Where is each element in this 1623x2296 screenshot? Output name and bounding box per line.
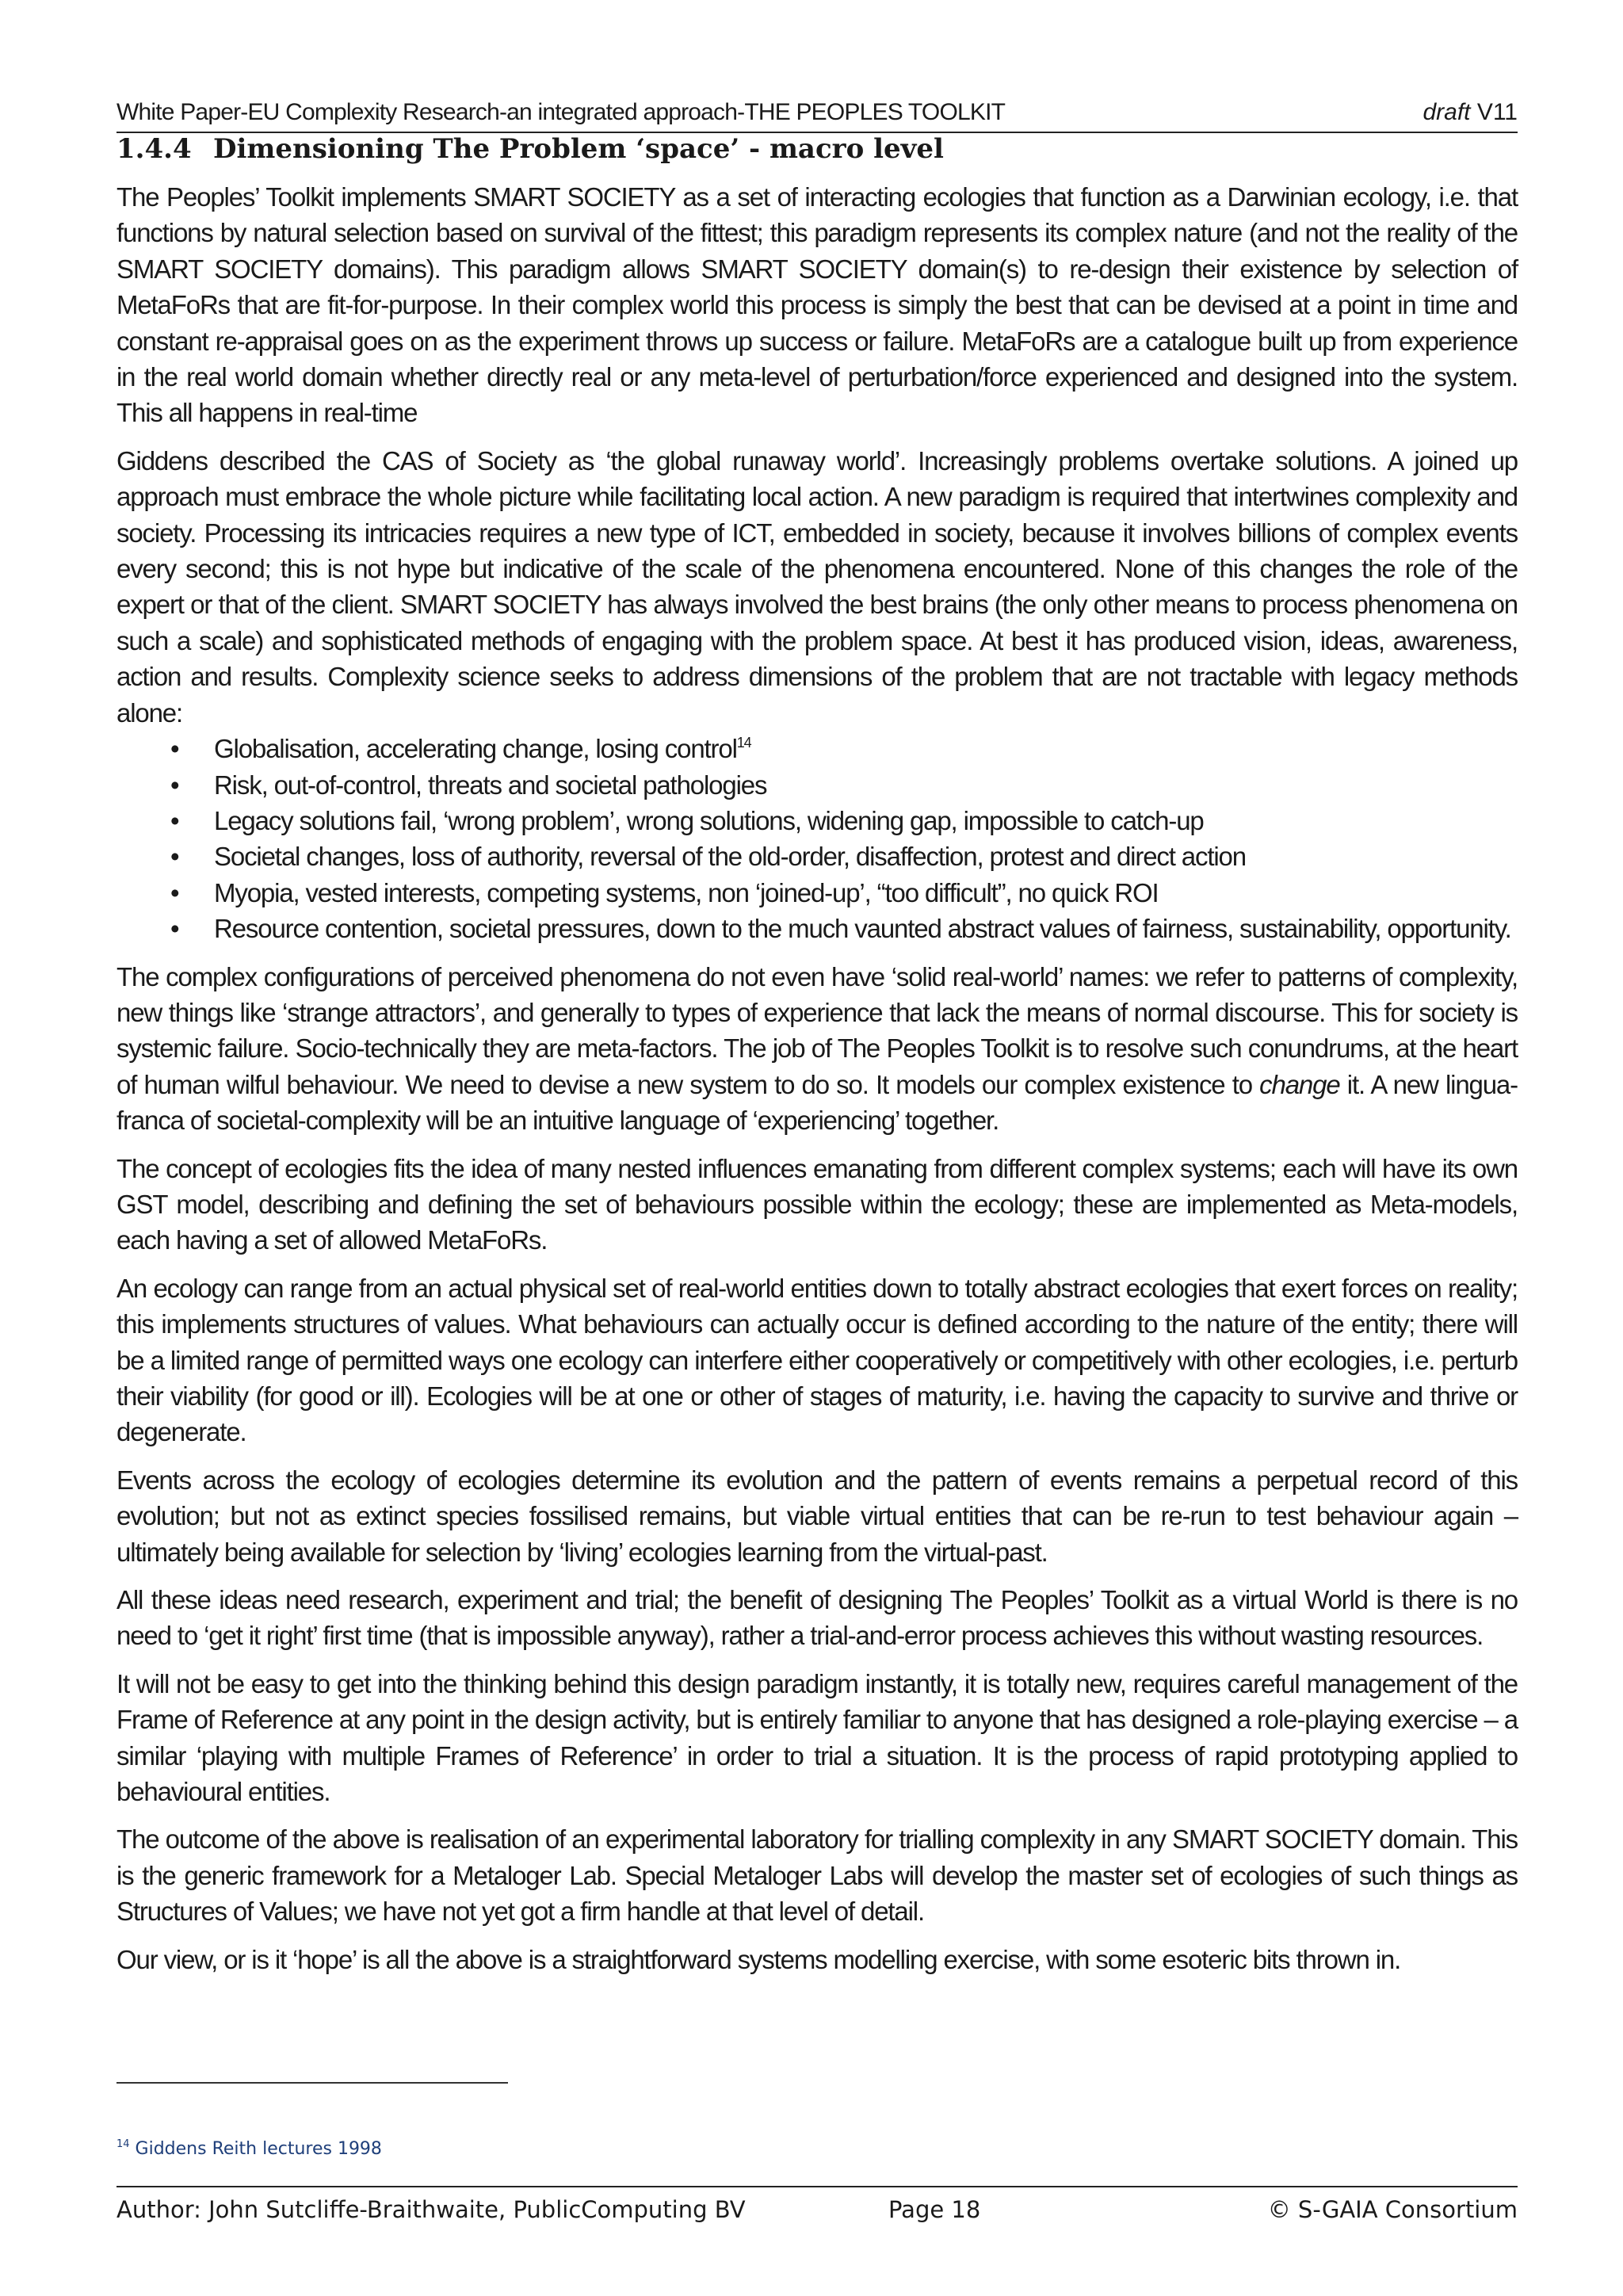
page-footer	[116, 2186, 1518, 2225]
paragraph: All these ideas need research, experiment and trial; the benefit of designing The Peoples’ Toolkit as a virtual World is there is no need to ‘get it right’ first time (that is impossible anyway), rather a trial-and-error process achieves this without wasting resources.	[116, 1585, 1518, 1651]
bullet-icon: •	[170, 842, 179, 872]
draft-version	[1423, 97, 1518, 128]
list-item	[116, 767, 1518, 803]
list-item-text: Societal changes, loss of authority, reversal of the old-order, disaffection, protest and direct action	[214, 842, 1246, 872]
page-number: Page 18	[888, 2196, 981, 2223]
list-item-text: Risk, out-of-control, threats and societal pathologies	[214, 770, 767, 800]
bullet-icon: •	[170, 914, 179, 944]
page-header	[116, 97, 1518, 133]
list-item-text: Myopia, vested interests, competing systems, non ‘joined-up’, “too difficult”, no quick ROI	[214, 877, 1159, 907]
paragraph: An ecology can range from an actual physical set of real-world entities down to totally abstract ecologies that exert forces on reality; this implements structures of values. What behaviours can actually occur is defined according to the nature of the entity; there will be a limited range of permitted ways one ecology can interfere either cooperatively or competitively with other ecologies, i.e. perturb their viability (for good or ill). Ecologies will be at one or other of stages of maturity, i.e. having the capacity to survive and thrive or degenerate.	[116, 1273, 1518, 1447]
section-heading	[116, 131, 944, 167]
list-item-text: Resource contention, societal pressures, down to the much vaunted abstract values of fairness, sustainability, opportunity.	[214, 914, 1511, 944]
list-item	[116, 731, 1518, 766]
bullet-icon: •	[170, 770, 179, 800]
list-item-text: Globalisation, accelerating change, losing control	[214, 734, 737, 764]
version-label: V11	[1476, 99, 1518, 125]
footnote-number: 14	[116, 2138, 130, 2150]
paragraph-text: The complex configurations of perceived phenomena do not even have ‘solid real-world’ names: we refer to patterns of complexity, new things like ‘strange attractors’, and generally to types of experience that lack the means of normal discourse. This for society is systemic failure. Socio-technically they are meta-factors. The job of The Peoples Toolkit is to resolve such conundrums, at the heart of human wilful behaviour. We need to devise a new system to do so. It models our complex existence to	[116, 961, 1518, 1099]
paragraph: The outcome of the above is realisation of an experimental laboratory for trialling complexity in any SMART SOCIETY domain. This is the generic framework for a Metaloger Lab. Special Metaloger Labs will develop the master set of ecologies of such things as Structures of Values; we have not yet got a firm handle at that level of detail.	[116, 1824, 1518, 1927]
footnote	[116, 2139, 382, 2159]
paragraph: The Peoples’ Toolkit implements SMART SOCIETY as a set of interacting ecologies that function as a Darwinian ecology, i.e. that functions by natural selection based on survival of the fittest; this paradigm represents its complex nature (and not the reality of the SMART SOCIETY domains). This paradigm allows SMART SOCIETY domain(s) to re-design their existence by selection of MetaFoRs that are fit-for-purpose. In their complex world this process is simply the best that can be devised at a point in time and constant re-appraisal goes on as the experiment throws up success or failure. MetaFoRs are a catalogue built up from experience in the real world domain whether directly real or any meta-level of perturbation/force experienced and designed into the system. This all happens in real-time	[116, 182, 1518, 428]
section-title: Dimensioning The Problem ‘space’ - macro level	[213, 133, 944, 165]
section-number: 1.4.4	[116, 133, 192, 165]
footer-author: Author: John Sutcliffe-Braithwaite, PublicComputing BV	[116, 2196, 746, 2223]
list-item	[116, 803, 1518, 839]
emphasis-text: change	[1259, 1069, 1340, 1099]
bullet-list	[116, 731, 1518, 946]
body-content	[116, 179, 1518, 1989]
paragraph: It will not be easy to get into the thinking behind this design paradigm instantly, it is totally new, requires careful management of the Frame of Reference at any point in the design activity, but is entirely familiar to anyone that has designed a role-playing exercise – a similar ‘playing with multiple Frames of Reference’ in order to trial a situation. It is the process of rapid prototyping applied to behavioural entities.	[116, 1668, 1518, 1807]
list-item-text: Legacy solutions fail, ‘wrong problem’, wrong solutions, widening gap, impossible to catch-up	[214, 805, 1204, 835]
paragraph: Events across the ecology of ecologies determine its evolution and the pattern of events remains a perpetual record of this evolution; but not as extinct species fossilised remains, but viable virtual entities that can be re-run to test behaviour again – ultimately being available for selection by ‘living’ ecologies learning from the virtual-past.	[116, 1465, 1518, 1567]
footer-copyright: © S-GAIA Consortium	[1267, 2196, 1518, 2223]
list-item	[116, 875, 1518, 911]
draft-label: draft	[1423, 99, 1471, 125]
paragraph: The concept of ecologies fits the idea of many nested influences emanating from different complex systems; each will have its own GST model, describing and defining the set of behaviours possible within the ecology; these are implemented as Meta-models, each having a set of allowed MetaFoRs.	[116, 1153, 1518, 1255]
footnote-ref[interactable]: 14	[736, 735, 751, 751]
list-item	[116, 911, 1518, 946]
paragraph: Our view, or is it ‘hope’ is all the above is a straightforward systems modelling exercise, with some esoteric bits thrown in.	[116, 1944, 1401, 1974]
paragraph-text: it. A new lingua-franca of societal-complexity will be an intuitive language of ‘experiencing’ together.	[116, 1069, 1518, 1136]
list-item	[116, 839, 1518, 874]
footnote-divider	[116, 2082, 508, 2084]
paragraph: Giddens described the CAS of Society as ‘the global runaway world’. Increasingly problems overtake solutions. A joined up approach must embrace the whole picture while facilitating local action. A new paradigm is required that intertwines complexity and society. Processing its intricacies requires a new type of ICT, embedded in society, because it involves billions of complex events every second; this is not hype but indicative of the scale of the phenomena encountered. None of this changes the role of the expert or that of the client. SMART SOCIETY has always involved the best brains (the only other means to process phenomena on such a scale) and sophisticated methods of engaging with the problem space. At best it has produced vision, ideas, awareness, action and results. Complexity science seeks to address dimensions of the problem that are not tractable with legacy methods alone:	[116, 445, 1518, 728]
document-title: White Paper-EU Complexity Research-an integrated approach-THE PEOPLES TOOLKIT	[116, 99, 1006, 125]
footnote-text: Giddens Reith lectures 1998	[135, 2139, 382, 2159]
bullet-icon: •	[170, 734, 179, 764]
bullet-icon: •	[170, 877, 179, 907]
bullet-icon: •	[170, 805, 179, 835]
paragraph	[116, 959, 1518, 1139]
